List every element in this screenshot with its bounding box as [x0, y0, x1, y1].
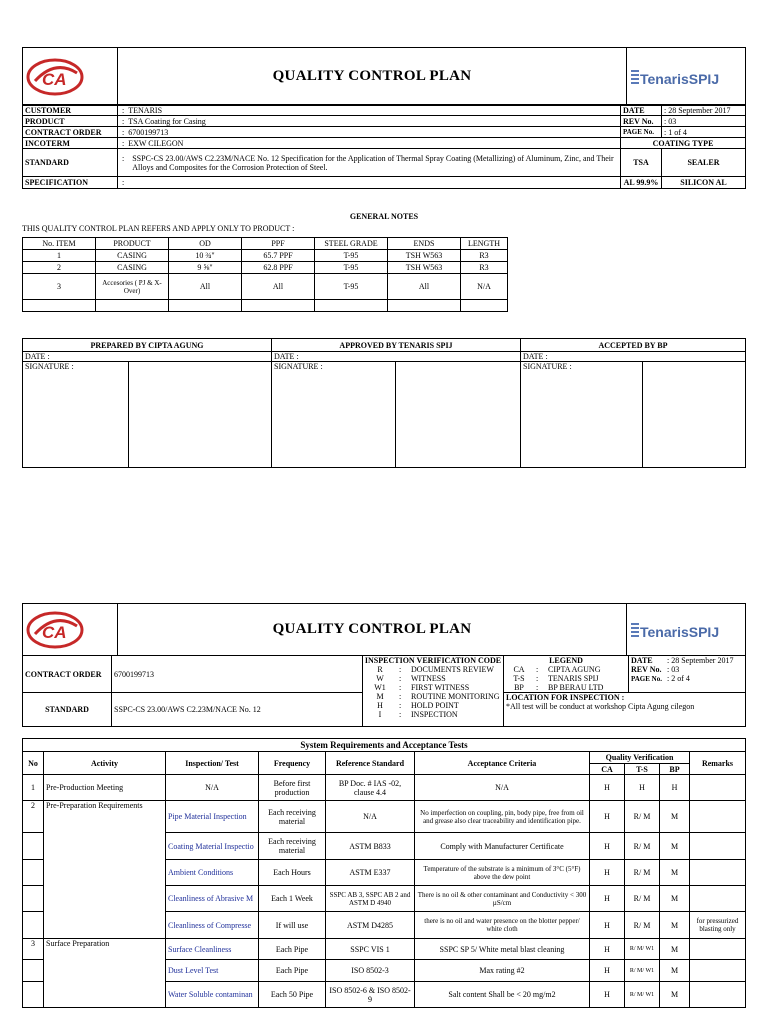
product-label: PRODUCT: [23, 116, 118, 127]
cell: for pressurized blasting only: [690, 912, 746, 939]
cipta-agung-logo-cell: [23, 48, 118, 106]
notes-line: THIS QUALITY CONTROL PLAN REFERS AND APPLY ONLY TO PRODUCT :: [22, 224, 295, 233]
cell: R/ M: [625, 833, 660, 860]
cell: If will use: [259, 912, 326, 939]
table-row: [23, 801, 746, 833]
cell: SSPC SP 5/ White metal blast cleaning: [415, 939, 590, 960]
cell: H: [590, 860, 625, 886]
col-bp: BP: [660, 764, 690, 775]
cell: M: [660, 912, 690, 939]
cell: TSH W563: [388, 262, 461, 274]
list-item: W1 : FIRST WITNESS: [374, 683, 470, 692]
incoterm-value: : EXW CILEGON: [118, 138, 621, 149]
ivc-list: [363, 665, 503, 719]
cell: R/ M/ W1: [625, 982, 660, 1008]
approved-by-title: APPROVED BY TENARIS SPIJ: [272, 339, 521, 352]
col-no-item: No. ITEM: [23, 238, 96, 250]
col-ends: ENDS: [388, 238, 461, 250]
cell: R/ M: [625, 912, 660, 939]
date-label-2: DATE: [631, 656, 653, 665]
prepared-by-title: PREPARED BY CIPTA AGUNG: [23, 339, 272, 352]
svg-text:TenarisSPIJ: TenarisSPIJ: [640, 623, 720, 640]
col-ppf: PPF: [242, 238, 315, 250]
page2-right-list: [629, 656, 745, 683]
page2-right-fields: [629, 656, 746, 693]
cell: H: [590, 982, 625, 1008]
contract-order-label: CONTRACT ORDER: [23, 127, 118, 138]
date-value-2: : 28 September 2017: [667, 656, 734, 665]
cell: BP Doc. # IAS -02, clause 4.4: [326, 775, 415, 801]
table-row: [23, 274, 508, 300]
accepted-by-title: ACCEPTED BY BP: [521, 339, 746, 352]
cell: There is no oil & other contaminant and Conductivity < 300 µS/cm: [415, 886, 590, 912]
cell: H: [625, 775, 660, 801]
cell: [23, 982, 44, 1008]
col-steel-grade: STEEL GRADE: [315, 238, 388, 250]
accepted-signature-box: [643, 362, 746, 468]
cell: [690, 886, 746, 912]
customer-label: CUSTOMER: [23, 105, 118, 116]
cell: R3: [461, 262, 508, 274]
list-item: H : HOLD POINT: [377, 701, 459, 710]
cell: [96, 300, 169, 312]
list-item: R : DOCUMENTS REVIEW: [377, 665, 494, 674]
cell: [461, 300, 508, 312]
cell: H: [590, 775, 625, 801]
cell: ISO 8502-3: [326, 960, 415, 982]
cell: All: [169, 274, 242, 300]
cell: Pre-Preparation Requirements: [44, 801, 166, 939]
accepted-signature-label: SIGNATURE :: [521, 362, 643, 468]
prepared-signature-box: [129, 362, 272, 468]
cell: Comply with Manufacturer Certificate: [415, 833, 590, 860]
cell: 3: [23, 939, 44, 960]
list-item: M : ROUTINE MONITORING: [376, 692, 500, 701]
cell: [690, 860, 746, 886]
cell: R/ M: [625, 860, 660, 886]
standard-value-2: SSPC-CS 23.00/AWS C2.23M/NACE No. 12: [112, 693, 363, 727]
cell: N/A: [461, 274, 508, 300]
page2-info-table: [22, 655, 746, 727]
page2-header: [22, 603, 746, 656]
prepared-signature-label: SIGNATURE :: [23, 362, 129, 468]
cell: R/ M/ W1: [625, 960, 660, 982]
cell: ISO 8502-6 & ISO 8502-9: [326, 982, 415, 1008]
location-title: LOCATION FOR INSPECTION :: [506, 693, 625, 702]
cell: H: [590, 886, 625, 912]
cell: CASING: [96, 250, 169, 262]
rev-value: : 03: [662, 116, 746, 127]
ivc-title: INSPECTION VERIFICATION CODE: [364, 656, 502, 665]
cell: N/A: [166, 775, 259, 801]
cipta-agung-logo: [25, 610, 115, 650]
cell: SSPC VIS 1: [326, 939, 415, 960]
standard-label: STANDARD: [23, 149, 118, 177]
page2-title: QUALITY CONTROL PLAN: [118, 604, 627, 656]
cell: Cleanliness of Compresse: [166, 912, 259, 939]
svg-text:CA: CA: [42, 69, 67, 89]
col-remarks: Remarks: [690, 752, 746, 775]
cell: N/A: [415, 775, 590, 801]
cell: [23, 912, 44, 939]
cell: Each 1 Week: [259, 886, 326, 912]
approved-signature-label: SIGNATURE :: [272, 362, 396, 468]
cell: All: [388, 274, 461, 300]
cell: 1: [23, 250, 96, 262]
col-ts: T-S: [625, 764, 660, 775]
legend-title: LEGEND: [549, 656, 583, 665]
contract-order-value: : 6700199713: [118, 127, 621, 138]
customer-value: : TENARIS: [118, 105, 621, 116]
cell: Each 50 Pipe: [259, 982, 326, 1008]
cell: [315, 300, 388, 312]
sys-title: System Requirements and Acceptance Tests: [23, 739, 746, 752]
cell: Ambient Conditions: [166, 860, 259, 886]
cell: [23, 886, 44, 912]
coating-col-tsa: TSA: [621, 149, 662, 177]
standard-label-2: STANDARD: [23, 693, 112, 727]
cell: Each Pipe: [259, 939, 326, 960]
cell: H: [590, 912, 625, 939]
tenaris-logo-cell-2: [627, 604, 746, 656]
legend-list: [504, 665, 628, 692]
system-requirements-table: [22, 738, 746, 1008]
col-activity: Activity: [44, 752, 166, 775]
cell: there is no oil and water presence on the blotter pepper/ white cloth: [415, 912, 590, 939]
cell: Dust Level Test: [166, 960, 259, 982]
cell: Each receiving material: [259, 801, 326, 833]
incoterm-label: INCOTERM: [23, 138, 118, 149]
cell: Pipe Material Inspection: [166, 801, 259, 833]
cell: [690, 939, 746, 960]
tenaris-logo-cell: [627, 48, 746, 106]
col-inspection: Inspection/ Test: [166, 752, 259, 775]
accepted-date: DATE :: [523, 352, 548, 361]
cell: Each receiving material: [259, 833, 326, 860]
cell: 2: [23, 801, 44, 833]
table-row: [23, 775, 746, 801]
rev-value-2: : 03: [667, 665, 680, 674]
cell: [23, 833, 44, 860]
coating-type-label: COATING TYPE: [621, 138, 746, 149]
col-frequency: Frequency: [259, 752, 326, 775]
cell: R/ M: [625, 886, 660, 912]
col-quality-verification: Quality Verification: [590, 752, 690, 764]
table-row: [23, 250, 508, 262]
cell: [23, 860, 44, 886]
cell: Accesories ( PJ & X-Over): [96, 274, 169, 300]
specification-label: SPECIFICATION: [23, 177, 118, 189]
cell: [690, 982, 746, 1008]
cell: ASTM E337: [326, 860, 415, 886]
cell: M: [660, 939, 690, 960]
contract-order-value-2: 6700199713: [112, 656, 363, 693]
cell: Cleanliness of Abrasive M: [166, 886, 259, 912]
cell: Water Soluble contaminan: [166, 982, 259, 1008]
cell: ASTM B833: [326, 833, 415, 860]
cell: TSH W563: [388, 250, 461, 262]
cell: [690, 801, 746, 833]
cell: ASTM D4285: [326, 912, 415, 939]
cell: H: [660, 775, 690, 801]
cell: H: [590, 833, 625, 860]
cell: R/ M: [625, 801, 660, 833]
cell: T-95: [315, 262, 388, 274]
product-table: [22, 237, 508, 312]
cell: Each Hours: [259, 860, 326, 886]
cell: T-95: [315, 274, 388, 300]
cell: H: [590, 939, 625, 960]
product-table-header: [23, 238, 508, 250]
cell: 9 ⅝": [169, 262, 242, 274]
cell: [690, 833, 746, 860]
list-item: W : WITNESS: [376, 674, 446, 683]
standard-value: : SSPC-CS 23.00/AWS C2.23M/NACE No. 12 Specification for the Application of Thermal Spray Coating (Metallizing) of Aluminum, Zinc, and Their Alloys and Composites for the Corrosion Protection of Steel.: [118, 149, 621, 177]
cell: M: [660, 860, 690, 886]
cell: [242, 300, 315, 312]
svg-text:TenarisSPIJ: TenarisSPIJ: [640, 70, 720, 87]
date-label: DATE: [621, 105, 662, 116]
cell: Surface Preparation: [44, 939, 166, 1008]
col-acceptance: Acceptance Criteria: [415, 752, 590, 775]
cell: SSPC AB 3, SSPC AB 2 and ASTM D 4940: [326, 886, 415, 912]
cell: R/ M/ W1: [625, 939, 660, 960]
cell: Temperature of the substrate is a minimum of 3°C (5°F) above the dew point: [415, 860, 590, 886]
cell: Max rating #2: [415, 960, 590, 982]
cell: R3: [461, 250, 508, 262]
cell: M: [660, 982, 690, 1008]
table-row: [23, 939, 746, 960]
date-value: : 28 September 2017: [662, 105, 746, 116]
col-ca: CA: [590, 764, 625, 775]
tenaris-logo: [629, 615, 743, 645]
col-no: No: [23, 752, 44, 775]
cell: Before first production: [259, 775, 326, 801]
cell: M: [660, 833, 690, 860]
cell: M: [660, 960, 690, 982]
approved-date: DATE :: [272, 352, 521, 362]
contract-order-label-2: CONTRACT ORDER: [23, 656, 112, 693]
page-no-label: PAGE No.: [621, 127, 662, 138]
cell: [690, 960, 746, 982]
list-item: BP : BP BERAU LTD: [514, 683, 604, 692]
page-no-value-2: : 2 of 4: [667, 674, 690, 683]
cell: H: [590, 960, 625, 982]
cell: [23, 300, 96, 312]
legend-box: [504, 656, 629, 693]
rev-label: REV No.: [621, 116, 662, 127]
cell: [169, 300, 242, 312]
list-item: CA : CIPTA AGUNG: [513, 665, 601, 674]
cell: All: [242, 274, 315, 300]
list-item: T-S : TENARIS SPIJ: [513, 674, 599, 683]
page-no-label-2: PAGE No.: [631, 674, 662, 683]
cell: M: [660, 801, 690, 833]
coating-val-tsa: AL 99.9%: [621, 177, 662, 189]
rev-label-2: REV No.: [631, 665, 662, 674]
coating-val-sealer: SILICON AL: [662, 177, 746, 189]
cipta-agung-logo-cell-2: [23, 604, 118, 656]
sys-header-row: [23, 752, 746, 764]
cell: No imperfection on coupling, pin, body pipe, free from oil and grease also clear traceability and identification pipe.: [415, 801, 590, 833]
col-od: OD: [169, 238, 242, 250]
list-item: I : INSPECTION: [378, 710, 458, 719]
cell: 1: [23, 775, 44, 801]
cell: [690, 775, 746, 801]
page1-header: [22, 47, 746, 106]
col-length: LENGTH: [461, 238, 508, 250]
cell: [388, 300, 461, 312]
cell: Coating Material Inspectio: [166, 833, 259, 860]
cell: H: [590, 801, 625, 833]
page1-title: QUALITY CONTROL PLAN: [118, 48, 627, 106]
col-product: PRODUCT: [96, 238, 169, 250]
table-row: [23, 300, 508, 312]
cell: 62.8 PPF: [242, 262, 315, 274]
cell: 2: [23, 262, 96, 274]
cell: [23, 960, 44, 982]
cell: CASING: [96, 262, 169, 274]
product-value: : TSA Coating for Casing: [118, 116, 621, 127]
coating-col-sealer: SEALER: [662, 149, 746, 177]
approved-signature-box: [396, 362, 521, 468]
tenaris-logo: [629, 62, 743, 92]
page1-info-table: [22, 104, 746, 189]
col-reference: Reference Standard: [326, 752, 415, 775]
cell: M: [660, 886, 690, 912]
general-notes-heading: GENERAL NOTES: [349, 212, 419, 221]
cell: T-95: [315, 250, 388, 262]
svg-text:CA: CA: [42, 622, 67, 642]
cell: 3: [23, 274, 96, 300]
location-box: [504, 693, 746, 727]
location-text: *All test will be conduct at workshop Cipta Agung cilegon: [506, 702, 695, 711]
cell: 10 ¾": [169, 250, 242, 262]
cell: Surface Cleanliness: [166, 939, 259, 960]
cell: N/A: [326, 801, 415, 833]
cell: 65.7 PPF: [242, 250, 315, 262]
cell: Each Pipe: [259, 960, 326, 982]
prepared-date: DATE :: [23, 352, 272, 362]
inspection-verification-code: [363, 656, 504, 727]
cipta-agung-logo: [25, 57, 115, 97]
page-no-value: : 1 of 4: [662, 127, 746, 138]
table-row: [23, 262, 508, 274]
approvals-table: [22, 338, 746, 468]
cell: Salt content Shall be < 20 mg/m2: [415, 982, 590, 1008]
specification-value: :: [118, 177, 621, 189]
cell: Pre-Production Meeting: [44, 775, 166, 801]
